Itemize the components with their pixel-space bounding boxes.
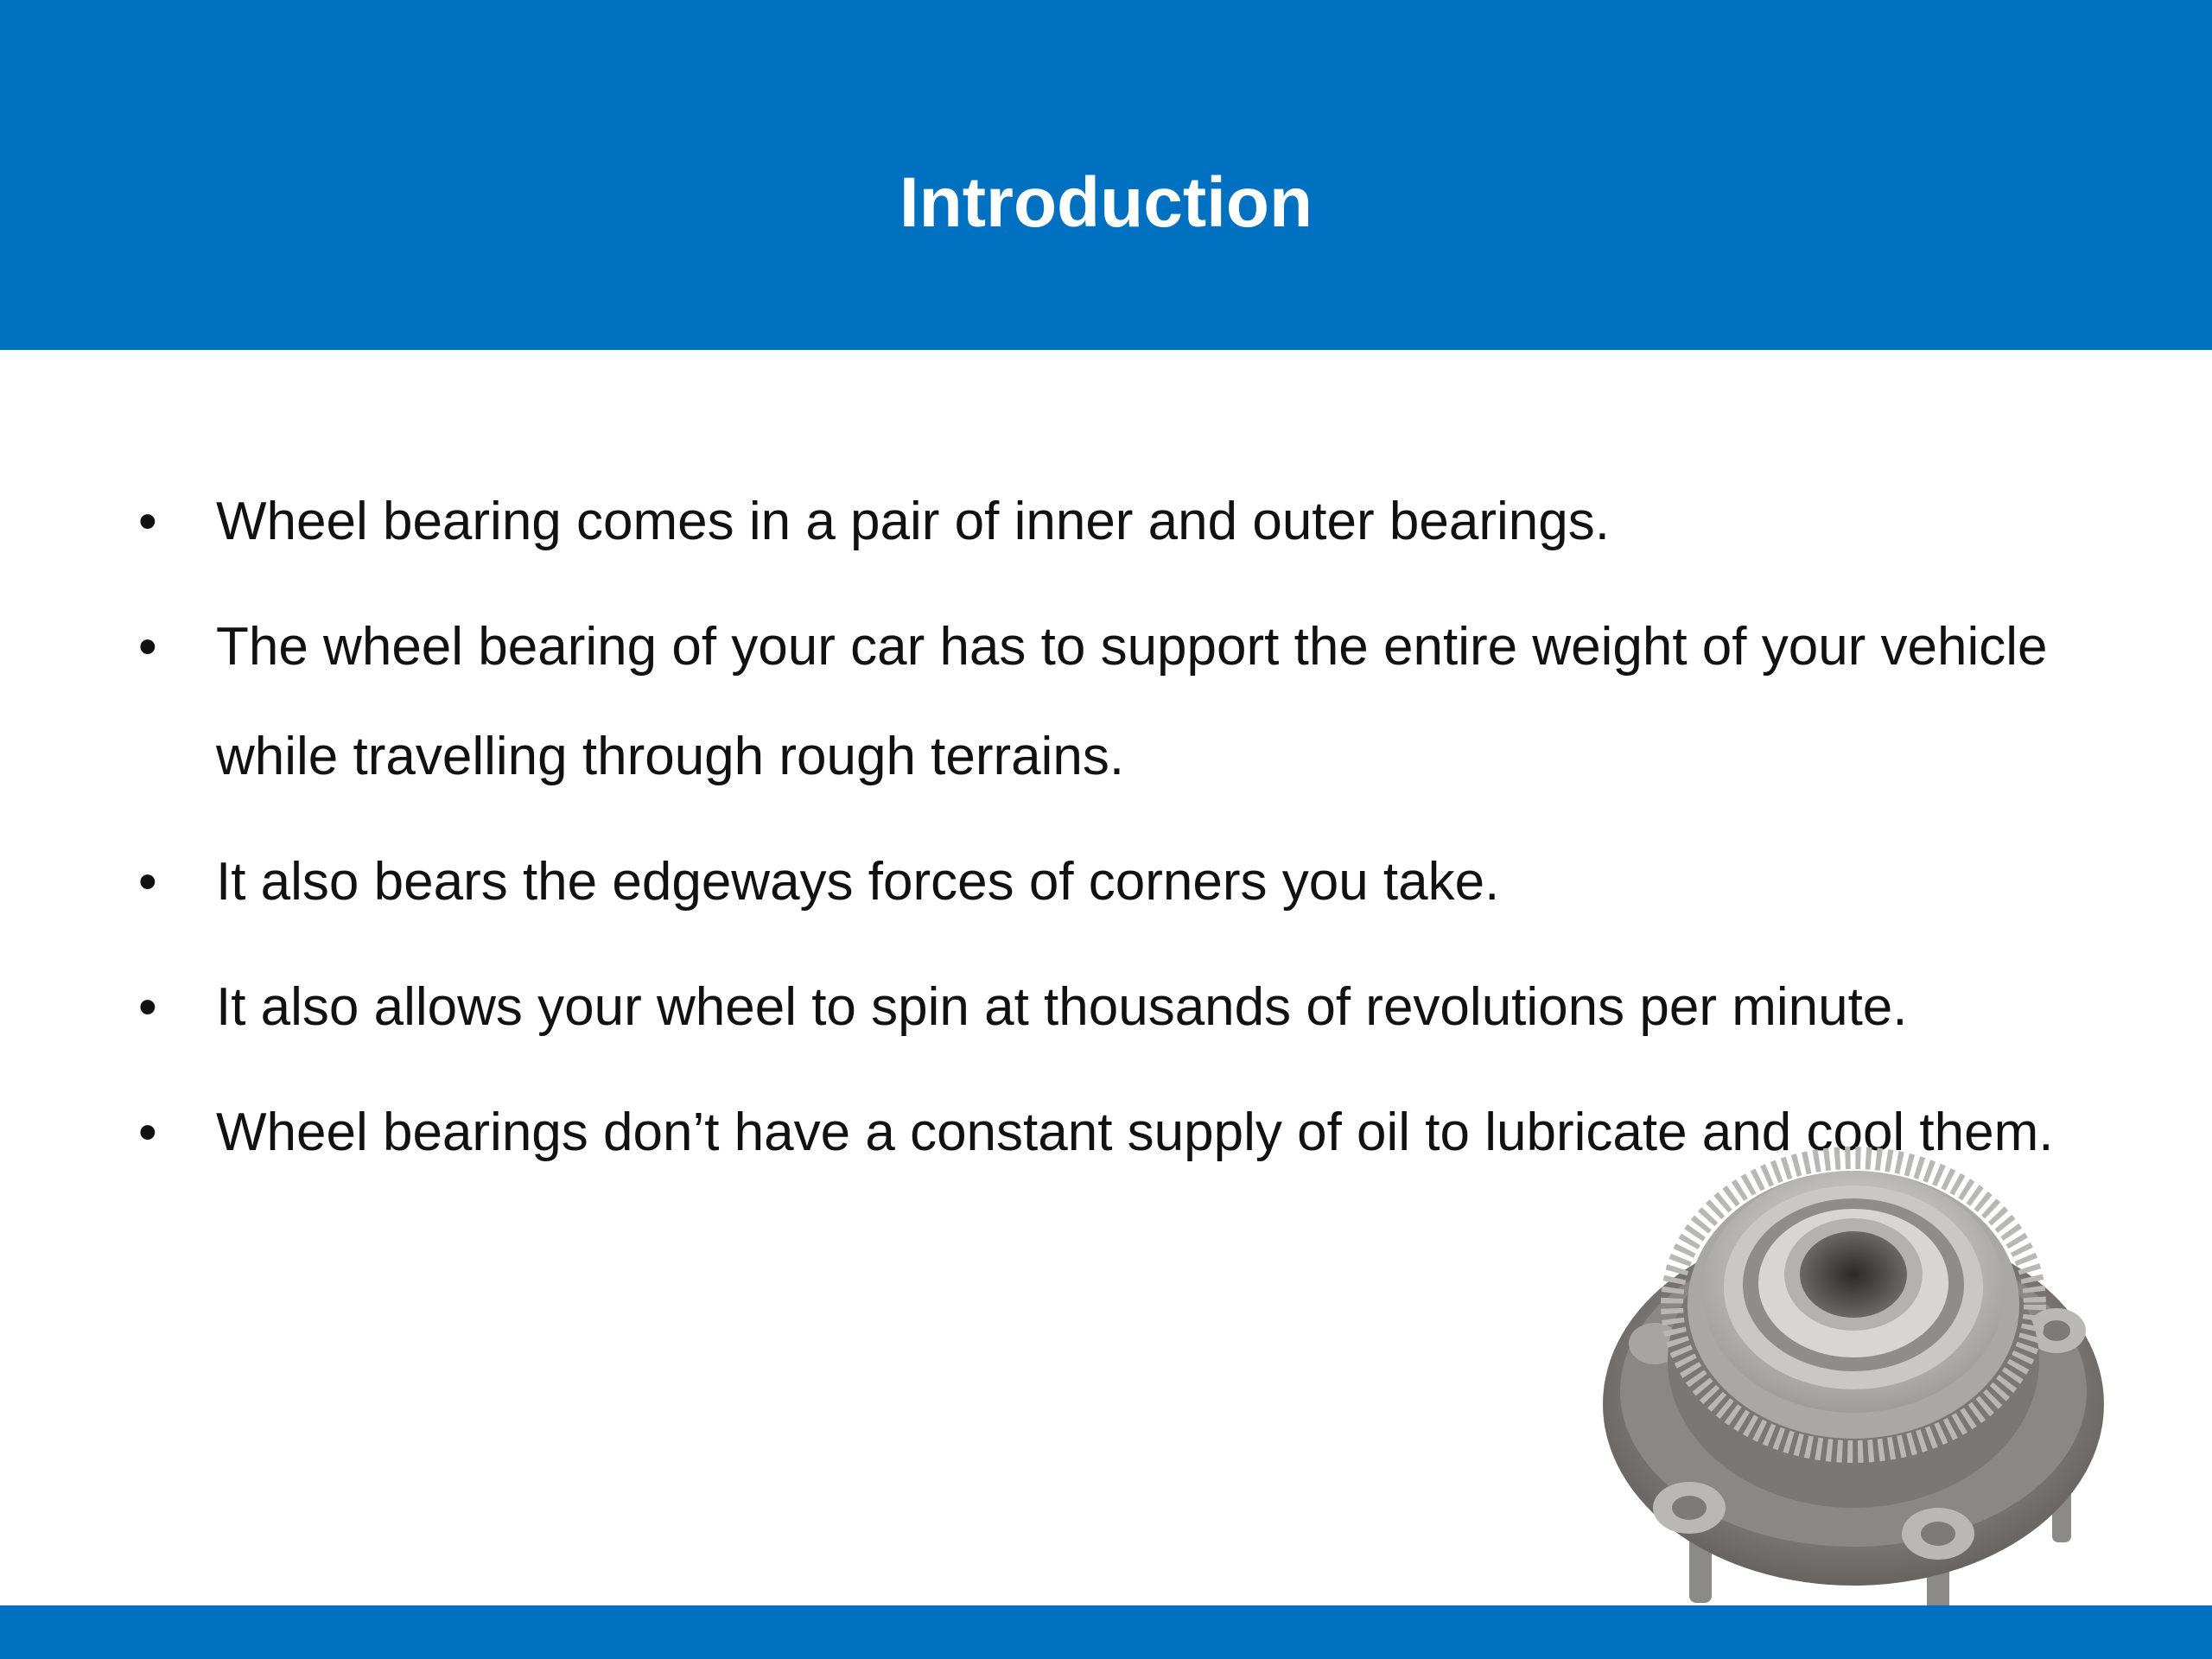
bullet-list — [130, 467, 2082, 1203]
bullet-dot-icon: • — [138, 977, 157, 1037]
bullet-item — [130, 952, 2082, 1062]
bullet-text: It also allows your wheel to spin at thousands of revolutions per minute. — [216, 977, 1908, 1037]
bullet-dot-icon: • — [138, 617, 157, 677]
bullet-dot-icon: • — [138, 852, 157, 912]
bullet-text: It also bears the edgeways forces of corners you take. — [216, 852, 1500, 912]
bullet-dot-icon: • — [138, 492, 157, 551]
bullet-item — [130, 827, 2082, 937]
footer-bar — [0, 1605, 2212, 1659]
slide-title: Introduction — [899, 163, 1313, 242]
wheel-bearing-image — [1594, 1145, 2113, 1637]
bullet-dot-icon: • — [138, 1103, 157, 1162]
header-bar — [0, 0, 2212, 350]
bullet-text: Wheel bearings don’t have a constant supply of oil to lubricate and cool them. — [216, 1103, 2054, 1162]
bullet-text: Wheel bearing comes in a pair of inner and outer bearings. — [216, 492, 1610, 551]
bullet-text: The wheel bearing of your car has to support the entire weight of your vehicle while travelling through rough terrains. — [216, 617, 2048, 786]
bullet-item — [130, 592, 2082, 811]
bullet-item — [130, 467, 2082, 576]
